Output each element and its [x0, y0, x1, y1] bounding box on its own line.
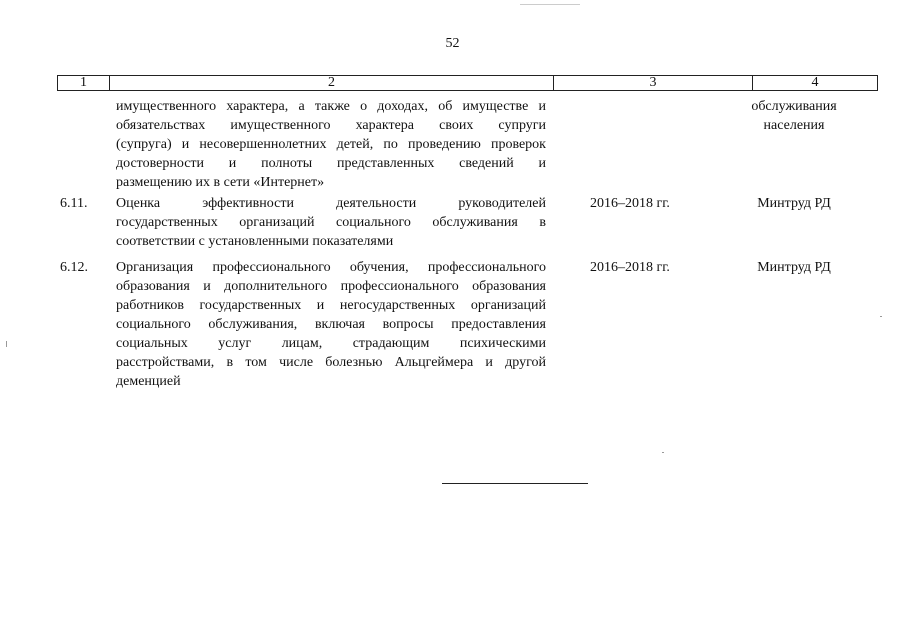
- description-line: обязательствах имущественного характера своих супруги: [116, 118, 546, 133]
- description-line: имущественного характера, а также о доходах, об имуществе и: [116, 99, 546, 114]
- scan-artifact: [6, 341, 7, 347]
- responsible-line: обслуживания: [751, 99, 837, 114]
- continuation-description: [116, 97, 546, 192]
- description-line: размещению их в сети «Интернет»: [116, 175, 325, 190]
- responsible-line: населения: [763, 118, 825, 133]
- column-header-1: 1: [58, 76, 110, 91]
- description-line: социального обслуживания, включая вопросы предоставления: [116, 317, 546, 332]
- scan-artifact: [662, 452, 664, 453]
- row-number: 6.12.: [60, 260, 88, 275]
- row-description: [116, 194, 546, 251]
- page-number: 52: [445, 36, 460, 51]
- description-line: социальных услуг лицам, страдающим психическими: [116, 336, 546, 351]
- scan-artifact: [880, 316, 882, 317]
- column-number-header: [57, 75, 878, 91]
- description-line: государственных организаций социального обслуживания в: [116, 215, 546, 230]
- description-line: образования и дополнительного профессионального образования: [116, 279, 546, 294]
- description-line: достоверности и полноты представленных сведений и: [116, 156, 546, 171]
- row-responsible: Минтруд РД: [757, 260, 831, 275]
- end-divider: [442, 483, 588, 484]
- row-period: 2016–2018 гг.: [590, 196, 670, 211]
- scan-artifact: [520, 4, 580, 5]
- description-line: (супруга) и несовершеннолетних детей, по проведению проверок: [116, 137, 546, 152]
- description-line: соответствии с установленными показателями: [116, 234, 394, 249]
- column-header-4: 4: [753, 76, 878, 91]
- row-responsible: Минтруд РД: [757, 196, 831, 211]
- row-description: [116, 258, 546, 391]
- description-line: работников государственных и негосударственных организаций: [116, 298, 546, 313]
- continuation-responsible: [735, 97, 853, 135]
- description-line: Оценка эффективности деятельности руководителей: [116, 196, 546, 211]
- description-line: Организация профессионального обучения, профессионального: [116, 260, 546, 275]
- column-header-2: 2: [110, 76, 554, 91]
- description-line: деменцией: [116, 374, 181, 389]
- row-number: 6.11.: [60, 196, 88, 211]
- column-header-3: 3: [554, 76, 753, 91]
- row-period: 2016–2018 гг.: [590, 260, 670, 275]
- description-line: расстройствами, в том числе болезнью Альцгеймера и другой: [116, 355, 546, 370]
